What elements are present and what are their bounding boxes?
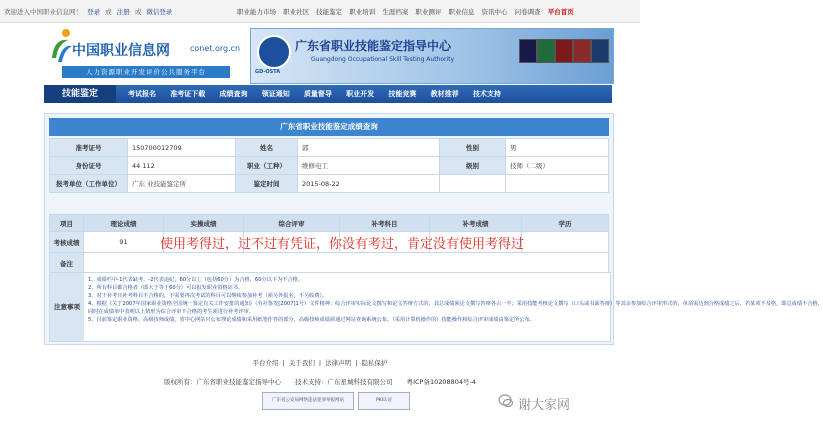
remarks-cell [84,253,609,274]
police-badge[interactable]: 广东省公安局网络违法犯罪举报网站 [262,392,354,410]
top-link-assessment[interactable]: 职业测评 [415,8,442,16]
nav-item-develop[interactable]: 职业开发 [346,90,375,98]
center-banner [250,28,614,84]
level-value: 技师（二级） [506,157,609,175]
result-panel [44,113,823,345]
row-label: 备注 [50,253,84,274]
nav-items [128,85,513,103]
certificate-book-icon [591,39,609,63]
table-header-row [50,215,609,232]
logo-domain: conet.org.cn [190,44,241,53]
icp-text[interactable]: 粤ICP备10208804号-4 [406,378,477,386]
overlay-annotation: 使用考得过，过不过有凭证，你没有考过，肯定没有使用考得过 [160,237,525,252]
top-link-market[interactable]: 职业能力市场 [237,8,276,16]
note-item: 1、成绩栏中-1代表缺考、-2代表违纪，60分以上（包括60分）为合格，60分以下为不合格。 [88,277,304,283]
level-label: 级别 [440,157,506,175]
certificate-book-icon [519,39,537,63]
gender-value: 男 [506,139,609,157]
column-header: 项目 [50,215,84,232]
top-link-appraisal[interactable]: 技能鉴定 [316,8,343,16]
notes-box [49,272,823,342]
tech-support-text: 技术支持：广东星城科技有限公司 [295,378,393,386]
candidate-info-table [49,138,609,193]
ticket-value: 150700012709 [128,139,236,157]
ticket-label: 准考证号 [50,139,128,157]
date-label: 鉴定时间 [236,175,298,193]
unit-value: 广东 业技能鉴定所 [128,175,236,193]
wechat-icon [498,393,514,409]
logo-title: 中国职业信息网 [72,43,170,59]
logo-mark-icon [50,28,74,64]
note-item: 5、目前鉴定职业资格、高级技师成绩，省中心网站只公布理论成绩和采用纸笔作答的部分，高级技师成绩须通过网站查询系统公布。（采用计算机操作的）技能操作和综合评审成绩由鉴定所公布。 [88,317,535,323]
footer-link-privacy[interactable]: 隐私保护 [361,359,388,367]
top-link-career[interactable]: 生涯档案 [382,8,409,16]
table-row [50,157,609,175]
top-link-news[interactable]: 资讯中心 [481,8,508,16]
footer-info [0,377,640,386]
notes-text [88,276,823,324]
job-label: 职业（工种） [236,157,298,175]
table-row [50,253,609,274]
footer-links: 平台介绍 | 关于我们 | 法律声明 | 隐私保护 [252,359,388,367]
column-header: 理论成绩 [84,215,164,232]
top-link-training[interactable]: 职业培训 [349,8,376,16]
logo-slogan: 人力资源职业开发评价公共服务平台 [62,66,230,78]
result-title: 广东省职业技能鉴定成绩查询 [49,118,609,136]
watermark-text: 谢大家网 [518,398,571,413]
banner-subtitle: Guangdong Occupational Skill Testing Authority [311,56,455,63]
nav-lead[interactable]: 技能鉴定 [44,85,116,103]
table-row [50,175,609,193]
row-label: 考核成绩 [50,232,84,253]
empty-cell [440,175,506,193]
platform-home-link[interactable]: 平台首页 [547,8,574,16]
copyright-text: 版权所有：广东省职业技能鉴定指导中心 [163,378,281,386]
nav-item-books[interactable]: 教材推荐 [430,90,459,98]
nav-item-score[interactable]: 成绩查询 [219,90,248,98]
notes-label: 注意事项 [50,273,84,341]
nav-item-contest[interactable]: 技能竞赛 [388,90,417,98]
register-link[interactable]: 注册 [116,8,130,16]
login-link[interactable]: 登录 [87,8,101,16]
column-header: 综合评审 [244,215,340,232]
nav-item-register[interactable]: 考试报名 [128,90,156,98]
banner-title: 广东省职业技能鉴定指导中心 [295,39,452,53]
welcome-text: 欢迎进入中国职业信息网！ [4,8,82,16]
emblem-text: GD-OSTA [255,69,281,75]
top-link-info[interactable]: 职业信息 [448,8,475,16]
certificate-book-icon [555,39,573,63]
gender-label: 性别 [440,139,506,157]
top-bar [0,0,640,23]
pki-badge[interactable]: PKI认证 [358,392,410,410]
column-header: 学历 [522,215,609,232]
nav-item-support[interactable]: 技术支持 [472,90,501,98]
note-item: 3、对于补考且补考科目不合格的，不需要再次考试的科目可以继续参加补考（须另外报名，不另收费）。 [88,293,328,299]
wechat-login-link[interactable]: 微信登录 [146,8,173,16]
note-item: 2、所有科目都合格者（即大于等于60分）可以报发职业资格证书。 [88,285,244,291]
id-value: 44 112 [128,157,236,175]
top-link-survey[interactable]: 问卷调查 [514,8,541,16]
or-text: 或 [134,8,142,16]
footer-link-about-us[interactable]: 关于我们 [288,359,315,367]
education [522,232,609,253]
job-value: 维修电工 [298,157,440,175]
site-logo[interactable] [50,28,250,80]
column-header: 补考成绩 [430,215,522,232]
top-bar-links [237,7,579,16]
unit-label: 报考单位（工作单位） [50,175,128,193]
nav-item-certificate[interactable]: 领证通知 [261,90,290,98]
table-row [50,139,609,157]
nav-item-quality[interactable]: 质量督导 [303,90,332,98]
or-text: 或 [105,8,112,16]
certificate-book-icon [537,39,555,63]
column-header: 实操成绩 [164,215,244,232]
name-value: 郭 [298,139,440,157]
name-label: 姓名 [236,139,298,157]
top-bar-left [4,7,175,16]
note-item: 同时在成绩单中表明以上情形为综合评审不合格的考生须进行补考评审。 [88,309,255,315]
footer-link-legal[interactable]: 法律声明 [325,359,352,367]
footer-link-about-platform[interactable]: 平台介绍 [252,359,279,367]
note-item: 4、根据《关于2007年国家职业资格全国统一鉴定有关工作安排的通知》（劳社鉴发[2007]1号）文件精神：综合评审实际论文撰写和论文答辩方式的，其总成绩须论文撰写答辩各占一半；采用技能考核论文撰写（口头或书面答辩）等其余参加综合评审形式的，单项需达到合格成绩之后，若某项不及格，即总成绩不合格， [88,301,823,307]
nav-item-ticket[interactable]: 准考证下载 [170,90,206,98]
empty-cell [506,175,609,193]
top-link-community[interactable]: 职业社区 [283,8,310,16]
date-value: 2015-08-22 [298,175,440,193]
center-emblem-icon [257,35,291,69]
id-label: 身份证号 [50,157,128,175]
main-nav [44,85,612,103]
theory-score: 91 [84,232,164,253]
column-header: 补考科目 [340,215,430,232]
certificate-book-icon [573,39,591,63]
